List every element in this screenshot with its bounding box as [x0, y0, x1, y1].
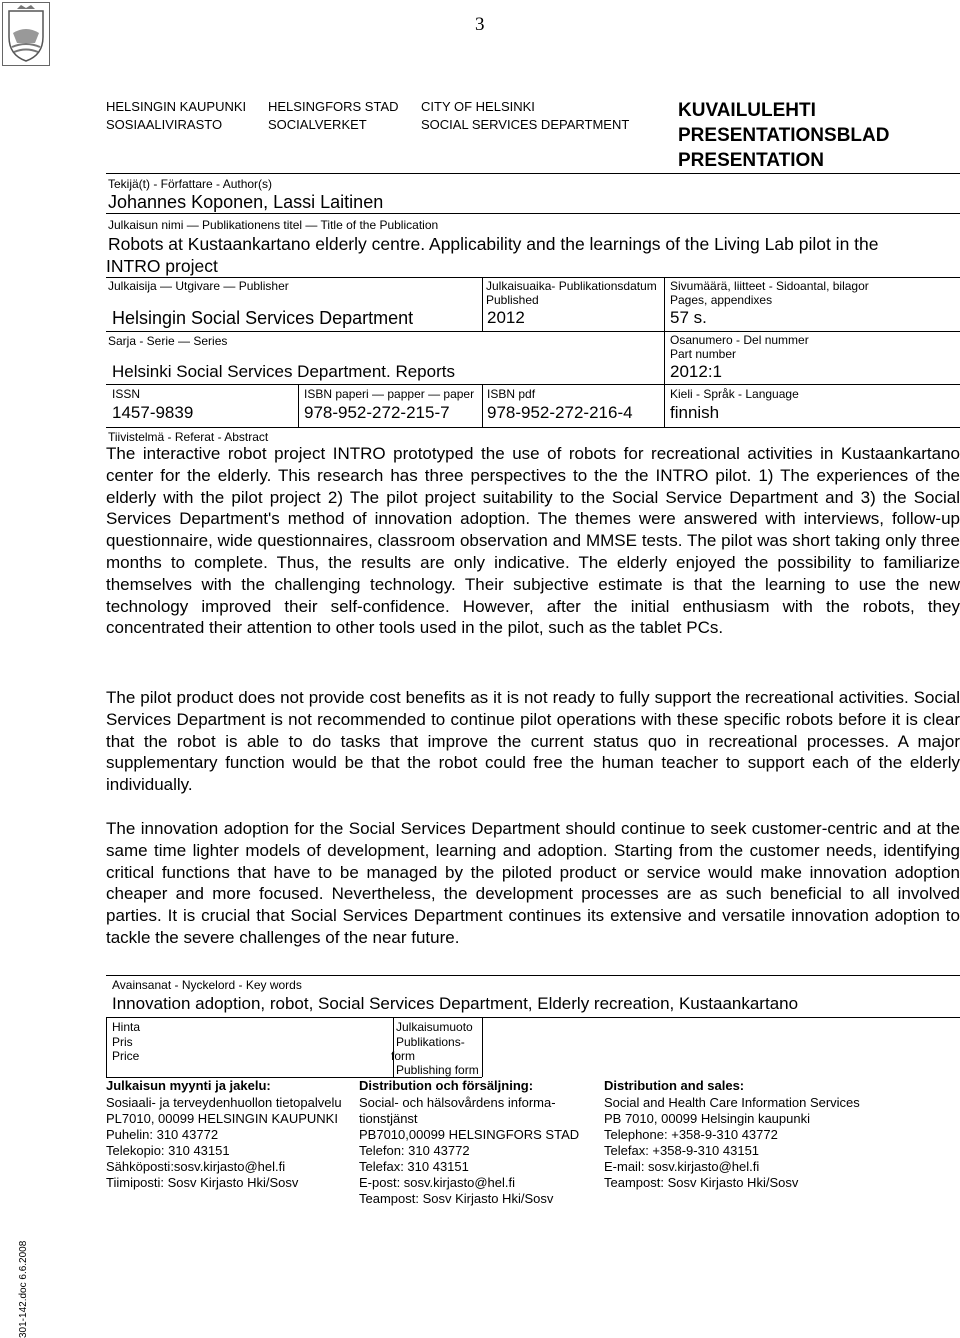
distribution-sv-heading: Distribution och försäljning: [359, 1078, 534, 1093]
rule-top [106, 173, 960, 174]
issn-label: ISSN [112, 387, 141, 401]
distribution-en-line: Social and Health Care Information Services [604, 1095, 860, 1110]
distribution-fi-line: Tiimiposti: Sosv Kirjasto Hki/Sosv [106, 1175, 299, 1190]
distribution-sv-line: Telefon: 310 43772 [359, 1143, 470, 1158]
rule-authors [106, 213, 960, 214]
title-line1: Robots at Kustaankartano elderly centre. Applicability and the learnings of the Living Lab pilot in the [108, 234, 879, 254]
org-fi-line2: SOSIAALIVIRASTO [106, 117, 223, 132]
price-label-fi: Hinta [112, 1020, 141, 1034]
distribution-en-heading: Distribution and sales: [604, 1078, 745, 1093]
pub-form-label-3: form [391, 1049, 415, 1063]
rule-v-form-right [482, 1017, 483, 1077]
distribution-sv-line: Teampost: Sosv Kirjasto Hki/Sosv [359, 1191, 554, 1206]
abstract-paragraph: The interactive robot project INTRO prototyped the use of robots for recreational activities in Kustaankartano center for the elderly. This research has three perspectives to the the INTRO pilot. 1) The experiences of the elderly with the pilot project 2) The pilot project suitability to the Social Service Department and 3) the Social Services Department's method of innovation adoption. The themes were answered with interviews, follow-up questionnaire, wide questionnaires, classroom observation and MMSE tests. The pilot was short taking only three months to complete. Thus, the results are only indicative. The elderly enjoyed the possibility to familiarize themselves with the challenging technology. Their subjective estimate is that the learning to use the new technology improved their self-confidence. However, after the initial enthusiasm with the robots, they concentrated their attention to other tools used in the pilot, such as the tablet PCs. [106, 444, 960, 638]
rule-v-price-left [106, 1017, 107, 1077]
org-sv-line1: HELSINGFORS STAD [268, 99, 399, 114]
abstract-label: Tiivistelmä - Referat - Abstract [108, 430, 269, 444]
rule-v-pubdate [482, 277, 483, 331]
keywords-label: Avainsanat - Nyckelord - Key words [112, 978, 302, 992]
abstract-paragraph: The pilot product does not provide cost benefits as it is not ready to fully support the recreational activities. Social Services Department is not recommended to continue pilot operations with these specific robots before it is clear that the robot is able to do tasks that improve the current status quo in recreational processes. A major supplementary function would be that the robot could free the human teacher to support each of the elderly individually. [106, 688, 960, 795]
pub-form-label-1: Julkaisumuoto [396, 1020, 473, 1034]
isbn-pdf-value: 978-952-272-216-4 [487, 403, 633, 422]
form-title-line2: PRESENTATIONSBLAD [678, 125, 890, 146]
org-en-line1: CITY OF HELSINKI [421, 99, 535, 114]
pubdate-label-line1: Julkaisuaika- Publikationsdatum [486, 279, 657, 293]
isbn-pdf-label: ISBN pdf [487, 387, 536, 401]
pubdate-value: 2012 [487, 308, 525, 327]
rule-pubdate [482, 331, 664, 332]
org-fi-line1: HELSINGIN KAUPUNKI [106, 99, 247, 114]
language-label: Kieli - Språk - Language [670, 387, 799, 401]
helsinki-crest-logo [2, 2, 50, 66]
series-value: Helsinki Social Services Department. Reports [112, 362, 455, 381]
rule-keywords-bottom [106, 1017, 960, 1018]
rule-keywords-top [106, 975, 960, 976]
distribution-sv-line: Telefax: 310 43151 [359, 1159, 469, 1174]
rule-v-isbn-pdf [482, 384, 483, 427]
keywords-value: Innovation adoption, robot, Social Services Department, Elderly recreation, Kustaankartano [112, 994, 799, 1013]
abstract-paragraph: The innovation adoption for the Social Services Department should continue to seek customer-centric and at the same time lighter models of development, learning and adoption. Starting from the customer needs, identifying critical functions that have to be managed by the piloted product or service would make innovation adoption cheaper and more focused. Nevertheless, the development processes are as such beneficial to all involved parties. It is crucial that Social Services Department continues its extensive and versatile innovation adoption to tackle the severe challenges of the near future. [106, 819, 960, 947]
distribution-fi-line: Telekopio: 310 43151 [106, 1143, 230, 1158]
distribution-sv-line: PB7010,00099 HELSINGFORS STAD [359, 1127, 580, 1142]
rule-title [106, 277, 960, 278]
rule-v-price-right [393, 1017, 394, 1077]
part-number-value: 2012:1 [670, 362, 722, 381]
issn-value: 1457-9839 [112, 403, 194, 422]
distribution-en-line: PB 7010, 00099 Helsingin kaupunki [604, 1111, 810, 1126]
pages-label-line2: Pages, appendixes [670, 293, 773, 307]
authors-value: Johannes Koponen, Lassi Laitinen [108, 192, 384, 212]
distribution-fi-line: PL7010, 00099 HELSINGIN KAUPUNKI [106, 1111, 338, 1126]
publisher-label: Julkaisija — Utgivare — Publisher [108, 279, 289, 293]
price-label-sv: Pris [112, 1035, 133, 1049]
authors-label: Tekijä(t) - Författare - Author(s) [108, 177, 273, 191]
distribution-sv-line: E-post: sosv.kirjasto@hel.fi [359, 1175, 516, 1190]
rule-publisher [106, 331, 482, 332]
rule-v-pages [664, 277, 665, 427]
title-line2: INTRO project [106, 256, 218, 276]
pages-label-line1: Sivumäärä, liitteet - Sidoantal, bilagor [670, 279, 869, 293]
rule-pages [664, 331, 960, 332]
org-en-line2: SOCIAL SERVICES DEPARTMENT [421, 117, 630, 132]
rule-ids [106, 427, 960, 428]
distribution-en-line: Telefax: +358-9-310 43151 [604, 1143, 760, 1158]
distribution-sv-line: tionstjänst [359, 1111, 418, 1126]
series-label: Sarja - Serie — Series [108, 334, 228, 348]
distribution-fi-line: Sosiaali- ja terveydenhuollon tietopalvelu [106, 1095, 342, 1110]
isbn-paper-value: 978-952-272-215-7 [304, 403, 450, 422]
side-doc-reference: 301-142.doc 6.6.2008 [18, 1240, 29, 1338]
org-sv-line2: SOCIALVERKET [268, 117, 367, 132]
title-label: Julkaisun nimi — Publikationens titel — Title of the Publication [108, 218, 439, 232]
form-title-line1: KUVAILULEHTI [678, 100, 816, 121]
pub-form-label-4: Publishing form [396, 1063, 479, 1077]
publisher-value: Helsingin Social Services Department [112, 308, 414, 328]
distribution-sv-line: Social- och hälsovårdens informa- [359, 1095, 556, 1110]
language-value: finnish [670, 403, 720, 422]
distribution-fi-line: Sähköposti:sosv.kirjasto@hel.fi [106, 1159, 286, 1174]
form-title-line3: PRESENTATION [678, 150, 825, 171]
rule-series [106, 384, 960, 385]
part-number-label-line1: Osanumero - Del nummer [670, 333, 809, 347]
distribution-en-line: E-mail: sosv.kirjasto@hel.fi [604, 1159, 760, 1174]
pub-form-label-2: Publikations- [396, 1035, 465, 1049]
isbn-paper-label: ISBN paperi — papper — paper [304, 387, 475, 401]
rule-v-isbn-paper [298, 384, 299, 427]
distribution-fi-heading: Julkaisun myynti ja jakelu: [106, 1078, 271, 1093]
page-number: 3 [475, 14, 485, 35]
distribution-en-line: Telephone: +358-9-310 43772 [604, 1127, 778, 1142]
part-number-label-line2: Part number [670, 347, 737, 361]
distribution-fi-line: Puhelin: 310 43772 [106, 1127, 219, 1142]
distribution-en-line: Teampost: Sosv Kirjasto Hki/Sosv [604, 1175, 799, 1190]
price-label-en: Price [112, 1049, 140, 1063]
pubdate-label-line2: Published [486, 293, 539, 307]
pages-value: 57 s. [670, 308, 707, 327]
